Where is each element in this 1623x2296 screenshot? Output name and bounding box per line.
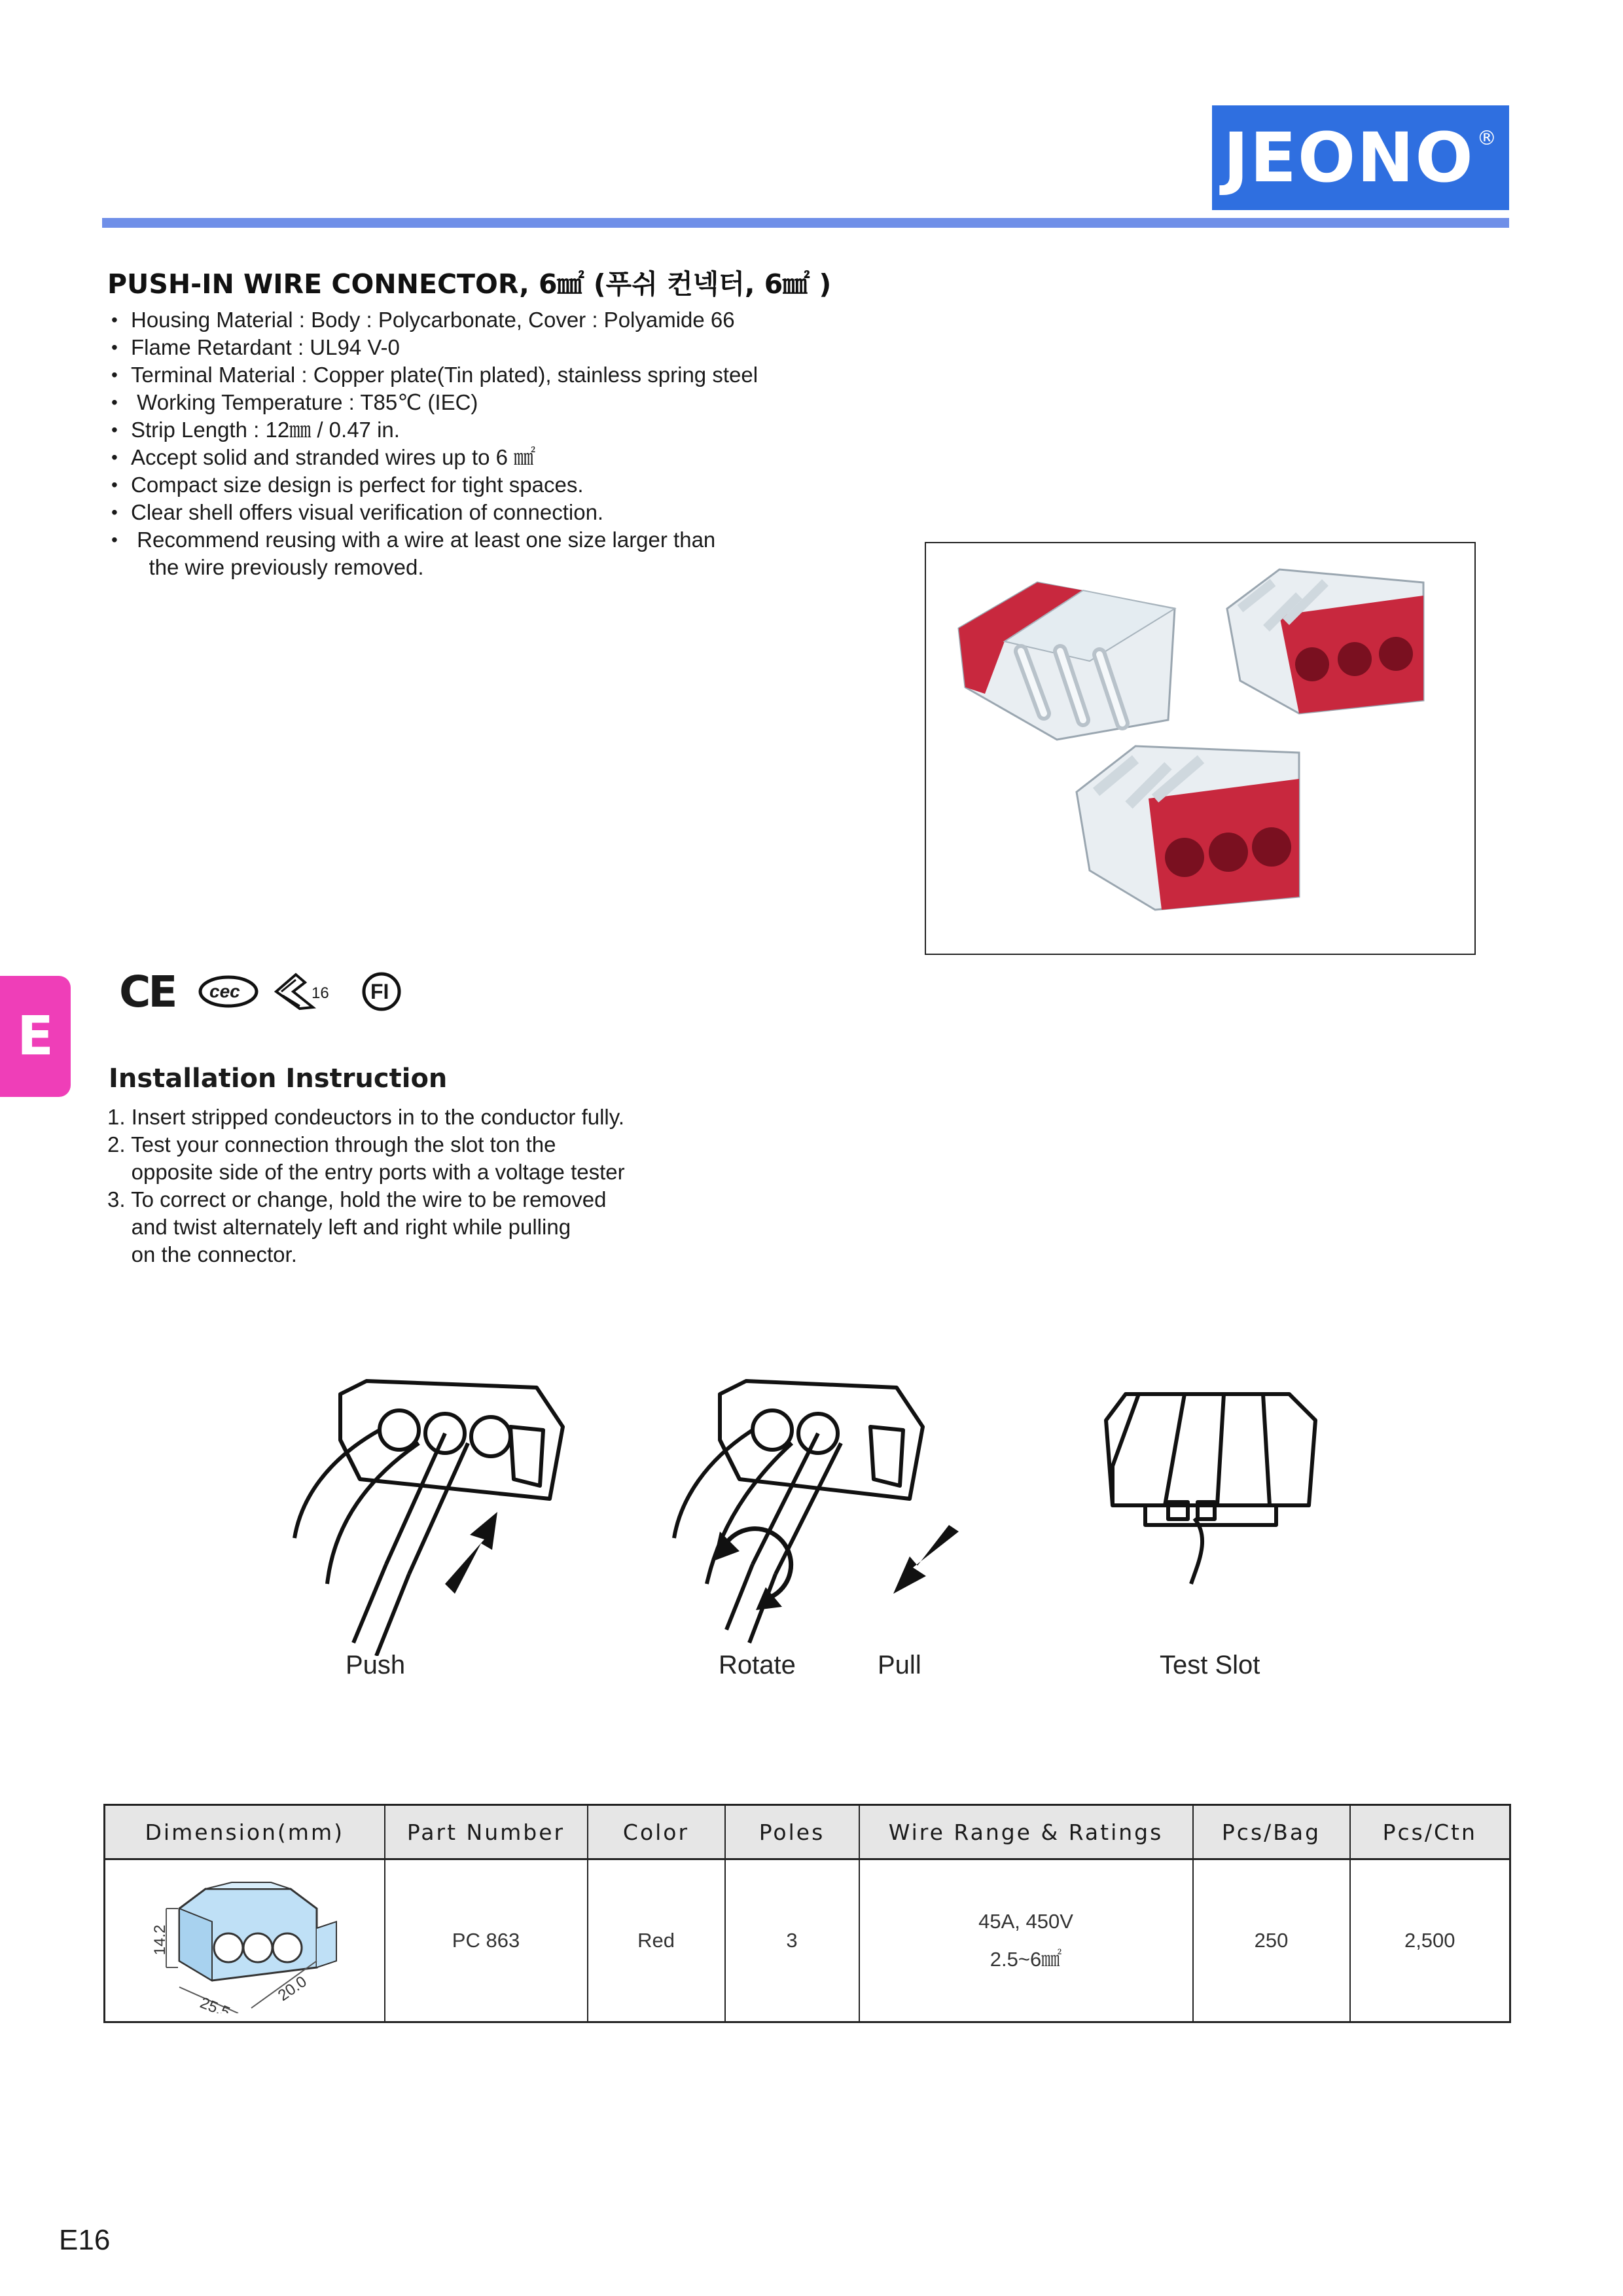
dimension-depth-label: 20.0	[274, 1973, 310, 2005]
brand-name: JEONO	[1223, 118, 1474, 198]
pull-caption: Pull	[878, 1651, 921, 1679]
product-photo	[925, 542, 1476, 955]
page-number: E16	[59, 2224, 111, 2256]
spec-item: • Accept solid and stranded wires up to 6 ㎟	[109, 444, 959, 471]
header-pcs-bag: Pcs/Bag	[1193, 1805, 1350, 1859]
step-item: 1. Insert stripped condeuctors in to the conductor fully.	[107, 1105, 624, 1129]
brand-logo	[1212, 105, 1509, 210]
header-dimension: Dimension(mm)	[105, 1805, 385, 1859]
color-cell: Red	[588, 1859, 725, 2022]
fi-mark-icon: FI	[361, 969, 402, 1014]
spec-item: • Flame Retardant : UL94 V-0	[109, 334, 959, 361]
dimension-diagram	[127, 1863, 363, 2013]
installation-steps	[107, 1103, 958, 1268]
connector-photo-illustration	[926, 543, 1474, 954]
spec-item: • Terminal Material : Copper plate(Tin plated), stainless spring steel	[109, 361, 959, 389]
header-rule	[102, 218, 1509, 228]
rotate-pull-diagram	[661, 1368, 975, 1656]
dimension-length-label: 25.5	[197, 1994, 232, 2013]
push-diagram	[288, 1368, 602, 1656]
spec-item: • Compact size design is perfect for tight spaces.	[109, 471, 959, 499]
section-tab: E	[0, 976, 71, 1097]
ce-mark-icon: CE	[119, 966, 175, 1017]
cec-mark-icon: cec	[198, 969, 259, 1014]
spec-item: • Clear shell offers visual verification of connection.	[109, 499, 959, 526]
dimension-cell	[105, 1859, 385, 2022]
spec-table	[103, 1804, 1511, 2023]
spec-item: • Working Temperature : T85℃ (IEC)	[109, 389, 959, 416]
test-slot-diagram	[1099, 1368, 1322, 1604]
table-header-row	[105, 1805, 1510, 1859]
poles-cell: 3	[725, 1859, 859, 2022]
k-mark-icon: 16	[274, 969, 329, 1014]
product-title: PUSH-IN WIRE CONNECTOR, 6㎟ (푸쉬 컨넥터, 6㎟ )	[107, 268, 832, 300]
step-item: 3. To correct or change, hold the wire to be removed and twist alternately left and right while pulling on the connector.	[107, 1187, 607, 1266]
part-number-cell: PC 863	[385, 1859, 588, 2022]
wire-range-value: 2.5~6㎟	[990, 1948, 1062, 1971]
installation-title: Installation Instruction	[109, 1064, 448, 1094]
spec-item: • Housing Material : Body : Polycarbonate, Cover : Polyamide 66	[109, 306, 959, 334]
header-wire-range: Wire Range & Ratings	[859, 1805, 1193, 1859]
spec-item: • Strip Length : 12㎜ / 0.47 in.	[109, 416, 959, 444]
header-color: Color	[588, 1805, 725, 1859]
header-part-number: Part Number	[385, 1805, 588, 1859]
test-slot-caption: Test Slot	[1160, 1651, 1260, 1679]
spec-item: • Recommend reusing with a wire at least one size larger than the wire previously removed.	[109, 526, 959, 581]
registered-mark: ®	[1476, 126, 1498, 150]
header-poles: Poles	[725, 1805, 859, 1859]
rotate-caption: Rotate	[719, 1651, 796, 1679]
pcs-ctn-cell: 2,500	[1350, 1859, 1510, 2022]
step-item: 2. Test your connection through the slot ton the opposite side of the entry ports with a voltage tester	[107, 1132, 625, 1184]
spec-list	[109, 306, 959, 581]
push-caption: Push	[346, 1651, 406, 1679]
header-pcs-ctn: Pcs/Ctn	[1350, 1805, 1510, 1859]
dimension-height-label: 14.2	[151, 1924, 169, 1956]
table-row	[105, 1859, 1510, 2022]
pcs-bag-cell: 250	[1193, 1859, 1350, 2022]
rating-cell	[859, 1859, 1193, 2022]
rating-value: 45A, 450V	[978, 1910, 1073, 1933]
